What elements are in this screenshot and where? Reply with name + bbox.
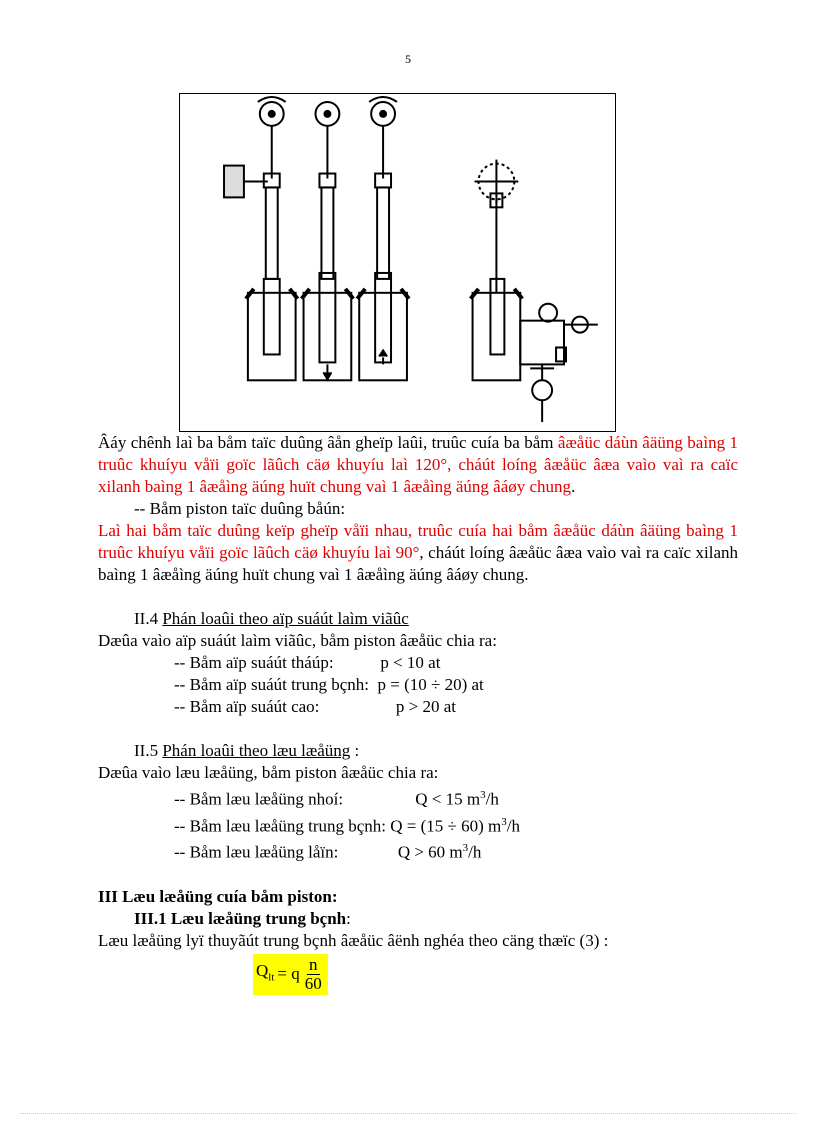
pressure-item-low: -- Båm aïp suáút tháúp: p < 10 at — [174, 653, 441, 672]
flow-item-large-text: -- Båm læu læåüng låïn: Q > 60 m — [174, 842, 463, 862]
sub-heading-double-acting: -- Båm piston taïc duûng båún: — [134, 499, 346, 518]
document-body — [98, 432, 738, 1000]
formula-numerator: n — [309, 954, 318, 974]
flow-item-large — [98, 837, 738, 864]
section-heading-pressure — [98, 608, 738, 630]
formula-denominator: 60 — [304, 973, 322, 993]
flow-item-small — [98, 784, 738, 811]
flow-item-medium — [98, 811, 738, 838]
flow-item-large-sup: 3 — [462, 842, 469, 855]
section-4-number: II.4 — [134, 609, 163, 628]
section-5-title: Phán loaûi theo læu læåüng — [162, 741, 351, 760]
section-4-title: Phán loaûi theo aïp suáút laìm viãûc — [162, 609, 409, 628]
flow-item-medium-text: -- Båm læu læåüng trung bçnh: Q = (15 ÷ 60) m — [174, 816, 502, 836]
section-4-intro: Dæûa vaìo aïp suáút laìm viãûc, båm piston âæåüc chia ra: — [98, 631, 497, 650]
flow-item-small-unit: /h — [485, 789, 499, 809]
section-III-1-heading — [98, 908, 738, 930]
flow-item-medium-sup: 3 — [501, 815, 507, 828]
formula-lhs-sub: lt — [268, 971, 275, 984]
pressure-item-high: -- Båm aïp suáút cao: p > 20 at — [174, 697, 457, 716]
formula-lhs: Q — [256, 961, 269, 981]
section-III-text: Læu læåüng lyï thuyãút trung bçnh âæåüc âënh nghéa theo cäng thæïc (3) : — [98, 930, 609, 950]
para1-tail: . — [571, 477, 576, 496]
flow-rate-formula — [253, 954, 328, 995]
flow-item-small-text: -- Båm læu læåüng nhoí: Q < 15 m — [174, 789, 481, 809]
flow-item-small-sup: 3 — [480, 789, 486, 801]
para2-black-text: , cháút loíng âæåüc âæa vaìo vaì ra caïc xilanh baìng 1 âæåìng äúng huït chung vaì 1 âæåìng äúng âáøy chung. — [98, 543, 738, 584]
section-5-title-tail: : — [350, 741, 360, 760]
pressure-item-medium: -- Båm aïp suáút trung bçnh: p = (10 ÷ 20) at — [174, 675, 484, 694]
page-number: 5 — [405, 52, 411, 66]
section-heading-flow — [98, 740, 738, 762]
pump-diagram-figure — [179, 93, 616, 432]
section-5-intro: Dæûa vaìo læu læåüng, båm piston âæåüc chia ra: — [98, 763, 439, 782]
section-5-number: II.5 — [134, 741, 163, 760]
formula-fraction — [303, 956, 324, 993]
flow-item-medium-unit: /h — [506, 816, 520, 836]
pump-diagram-illustration — [180, 94, 615, 431]
paragraph-triplex-pump — [98, 432, 738, 498]
para1-black-text: Âáy chênh laì ba båm taïc duûng âån gheïp laûi, truûc cuía ba båm — [98, 433, 558, 452]
section-III-1-tail: : — [346, 908, 351, 928]
page-footer-divider — [20, 1113, 796, 1114]
paragraph-quad-pump — [98, 520, 738, 586]
formula-equals: = q — [277, 964, 300, 984]
flow-item-large-unit: /h — [468, 842, 482, 862]
para2-red-text: Laì hai båm taïc duûng keïp gheïp våïi nhau, truûc cuía hai båm âæåüc dáùn âäüng baìng 1 truûc khuíyu våïi goïc lãûch cäø khuyíu laì 90° — [98, 521, 738, 562]
section-III-heading: III Læu læåüng cuía båm piston: — [98, 886, 338, 906]
section-III-1-title: III.1 Læu læåüng trung bçnh — [134, 908, 347, 928]
para1-red-text: âæåüc dáùn âäüng baìng 1 truûc khuíyu våïi goïc lãûch cäø khuyíu laì 120°, cháút loíng âæåüc âæa vaìo vaì ra caïc xilanh baìng 1 âæåìng äúng huït chung vaì 1 âæåìng äúng âáøy chung — [98, 433, 738, 496]
